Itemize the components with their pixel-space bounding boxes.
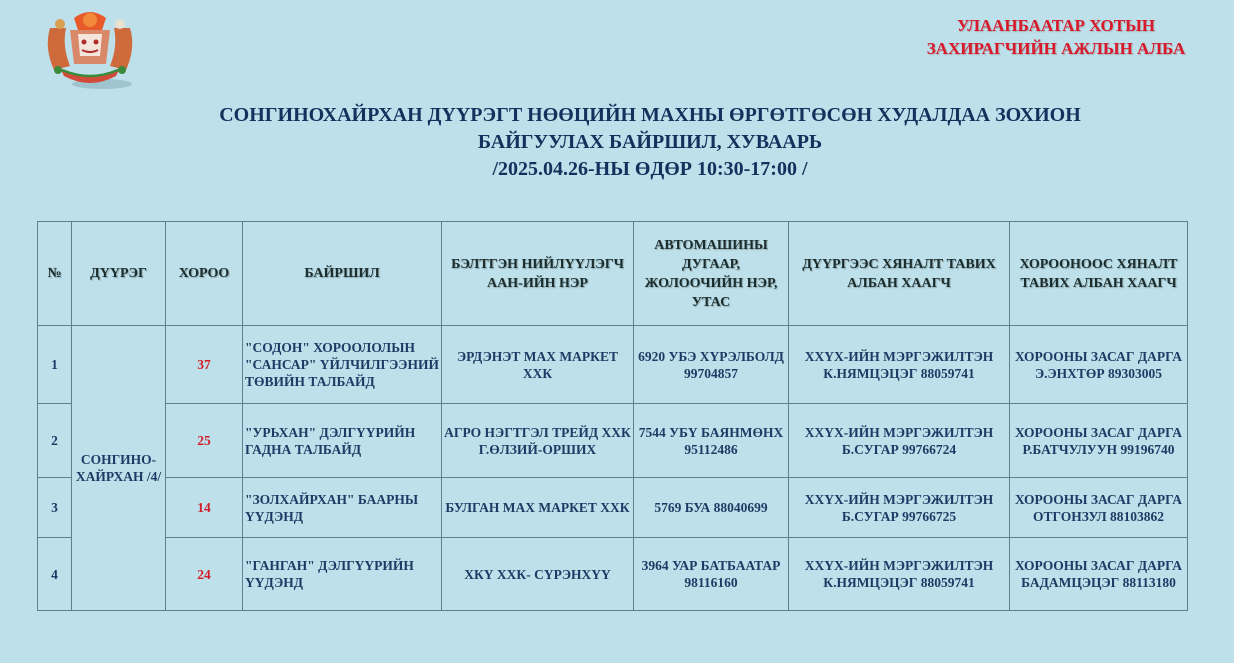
district-officer-cell: ХХҮХ-ИЙН МЭРГЭЖИЛТЭН Б.СУГАР 99766725 bbox=[789, 478, 1010, 538]
vehicle-cell: 7544 УБҮ БАЯНМӨНХ 95112486 bbox=[634, 404, 789, 478]
col-header-district: ДҮҮРЭГ bbox=[72, 222, 166, 326]
title-line-1: СОНГИНОХАЙРХАН ДҮҮРЭГТ НӨӨЦИЙН МАХНЫ ӨРГӨТГӨСӨН ХУДАЛДАА ЗОХИОН bbox=[219, 104, 1081, 126]
khoroo-officer-cell: ХОРООНЫ ЗАСАГ ДАРГА Р.БАТЧУЛУУН 99196740 bbox=[1010, 404, 1188, 478]
col-header-khoroo-officer: ХОРООНООС ХЯНАЛТ ТАВИХ АЛБАН ХААГЧ bbox=[1010, 222, 1188, 326]
supplier-cell: ЭРДЭНЭТ МАХ МАРКЕТ ХХК bbox=[442, 326, 634, 404]
page-title bbox=[130, 102, 1170, 183]
col-header-supplier: БЭЛТГЭН НИЙЛҮҮЛЭГЧ ААН-ИЙН НЭР bbox=[442, 222, 634, 326]
col-header-khoroo: ХОРОО bbox=[166, 222, 243, 326]
header-row bbox=[38, 222, 1188, 326]
location-cell: "ГАНГАН" ДЭЛГҮҮРИЙН ҮҮДЭНД bbox=[243, 538, 442, 611]
district-cell: СОНГИНО-ХАЙРХАН /4/ bbox=[72, 326, 166, 611]
title-line-3: /2025.04.26-НЫ ӨДӨР 10:30-17:00 / bbox=[492, 158, 808, 180]
vehicle-cell: 6920 УБЭ ХҮРЭЛБОЛД 99704857 bbox=[634, 326, 789, 404]
org-line-1: УЛААНБААТАР ХОТЫН bbox=[956, 16, 1156, 35]
khoroo-number: 37 bbox=[166, 326, 243, 404]
organization-name bbox=[896, 14, 1216, 60]
schedule-table bbox=[37, 221, 1188, 611]
location-cell: "УРЬХАН" ДЭЛГҮҮРИЙН ГАДНА ТАЛБАЙД bbox=[243, 404, 442, 478]
district-officer-cell: ХХҮХ-ИЙН МЭРГЭЖИЛТЭН К.НЯМЦЭЦЭГ 88059741 bbox=[789, 538, 1010, 611]
supplier-cell: ХКҮ ХХК- СҮРЭНХҮҮ bbox=[442, 538, 634, 611]
row-number: 2 bbox=[38, 404, 72, 478]
table-row bbox=[38, 538, 1188, 611]
table-row bbox=[38, 478, 1188, 538]
supplier-cell: БУЛГАН МАХ МАРКЕТ ХХК bbox=[442, 478, 634, 538]
supplier-cell: АГРО НЭГТГЭЛ ТРЕЙД ХХК Г.ӨЛЗИЙ-ОРШИХ bbox=[442, 404, 634, 478]
location-cell: "СОДОН" ХОРООЛОЛЫН "САНСАР" ҮЙЛЧИЛГЭЭНИЙ ТӨВИЙН ТАЛБАЙД bbox=[243, 326, 442, 404]
vehicle-cell: 3964 УАР БАТБААТАР 98116160 bbox=[634, 538, 789, 611]
district-officer-cell: ХХҮХ-ИЙН МЭРГЭЖИЛТЭН К.НЯМЦЭЦЭГ 88059741 bbox=[789, 326, 1010, 404]
khoroo-officer-cell: ХОРООНЫ ЗАСАГ ДАРГА БАДАМЦЭЦЭГ 88113180 bbox=[1010, 538, 1188, 611]
coat-of-arms-icon bbox=[40, 8, 140, 92]
title-line-2: БАЙГУУЛАХ БАЙРШИЛ, ХУВААРЬ bbox=[477, 131, 823, 153]
col-header-no: № bbox=[38, 222, 72, 326]
table-row bbox=[38, 404, 1188, 478]
district-officer-cell: ХХҮХ-ИЙН МЭРГЭЖИЛТЭН Б.СУГАР 99766724 bbox=[789, 404, 1010, 478]
col-header-district-officer: ДҮҮРГЭЭС ХЯНАЛТ ТАВИХ АЛБАН ХААГЧ bbox=[789, 222, 1010, 326]
table-row bbox=[38, 326, 1188, 404]
vehicle-cell: 5769 БУА 88040699 bbox=[634, 478, 789, 538]
khoroo-officer-cell: ХОРООНЫ ЗАСАГ ДАРГА ОТГОНЗУЛ 88103862 bbox=[1010, 478, 1188, 538]
col-header-vehicle: АВТОМАШИНЫ ДУГААР, ЖОЛООЧИЙН НЭР, УТАС bbox=[634, 222, 789, 326]
col-header-location: БАЙРШИЛ bbox=[243, 222, 442, 326]
location-cell: "ЗОЛХАЙРХАН" БААРНЫ ҮҮДЭНД bbox=[243, 478, 442, 538]
org-line-2: ЗАХИРАГЧИЙН АЖЛЫН АЛБА bbox=[926, 39, 1186, 58]
row-number: 1 bbox=[38, 326, 72, 404]
khoroo-number: 14 bbox=[166, 478, 243, 538]
row-number: 3 bbox=[38, 478, 72, 538]
khoroo-number: 24 bbox=[166, 538, 243, 611]
row-number: 4 bbox=[38, 538, 72, 611]
khoroo-officer-cell: ХОРООНЫ ЗАСАГ ДАРГА Э.ЭНХТӨР 89303005 bbox=[1010, 326, 1188, 404]
khoroo-number: 25 bbox=[166, 404, 243, 478]
